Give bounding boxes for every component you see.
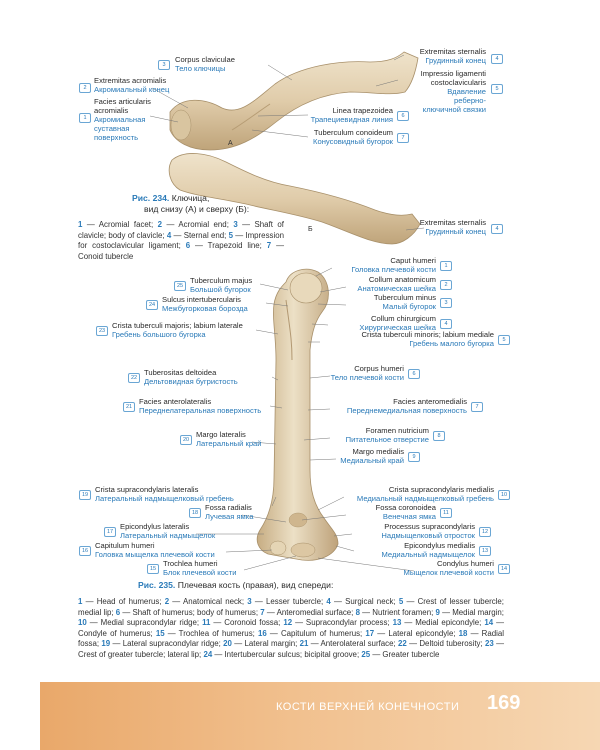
legend-text: — Supracondylar process; [292,618,393,628]
legend-number: 16 [257,628,267,638]
legend-text: — Lesser tubercle; [251,597,327,606]
legend-number: 3 [247,597,252,606]
caption-line: Ключица, [171,193,210,203]
latin-term: acromialis [94,106,129,115]
label-caput-humeri [351,256,436,274]
russian-term: Медиальный край [340,456,404,465]
russian-term: реберно- [453,96,486,105]
latin-term: Tuberculum minus [373,293,436,302]
section-title: КОСТИ ВЕРХНЕЙ КОНЕЧНОСТИ [276,701,460,713]
label-linea-trapezoidea [311,106,393,124]
label-trochlea-humeri [163,559,236,577]
legend-number: 18 [458,628,468,638]
russian-term: Питательное отверстие [345,435,429,444]
latin-term: Processus supracondylaris [384,522,475,531]
russian-term: Анатомическая шейка [357,284,436,293]
label-number: 1 [79,113,91,123]
latin-term: Crista tuberculi minoris; labium mediale [361,330,494,339]
label-number: 19 [79,490,91,500]
label-crista-tuberculi-minoris-labium-mediale [361,330,494,348]
latin-term: Facies articularis [94,97,151,106]
page-footer-band [40,682,600,750]
label-tuberculum-minus [374,293,436,311]
legend-text: — Conoid tubercle [78,241,284,261]
label-facies-anterolateralis [139,397,261,415]
figure-letter-a: А [228,140,233,147]
label-foramen-nutricium [346,426,429,444]
label-epicondylus-lateralis [120,522,215,540]
legend-number: 4 [326,597,331,606]
label-number: 5 [498,335,510,345]
russian-term: Конусовидный бугорок [313,137,393,146]
latin-term: Margo medialis [352,447,404,456]
legend-text: — Crest of lesser tubercle; medial lip; [78,597,504,617]
label-number: 15 [147,564,159,574]
legend-text: — Acromial end; [162,220,234,229]
legend-text: — Anterolateral surface; [308,639,399,649]
legend-number: 12 [283,618,293,628]
legend-text: — Shaft of humerus; body of humerus; [120,607,261,617]
latin-term: Crista supracondylaris lateralis [95,485,199,494]
figure-235-caption [138,580,333,591]
label-number: 20 [180,435,192,445]
label-tuberositas-deltoidea [144,368,238,386]
russian-term: Гребень малого бугорка [409,339,494,348]
latin-term: Capitulum humeri [95,541,155,550]
legend-number: 2 [157,220,163,229]
russian-term: суставная [94,124,130,133]
legend-text: — Greater tubercle [370,649,440,659]
figure-234-caption [132,193,249,214]
legend-number: 10 [78,618,87,628]
label-number: 16 [79,546,91,556]
label-processus-supracondylaris [381,522,475,540]
legend-number: 20 [223,639,232,649]
figure-number: Рис. 235. [138,580,176,590]
russian-term: Большой бугорок [190,285,251,294]
latin-term: Linea trapezoidea [332,106,393,115]
legend-text: — Medial margin; [439,607,504,617]
label-number: 8 [433,431,445,441]
russian-term: Малый бугорок [382,302,436,311]
legend-number: 14 [484,618,494,628]
label-extremitas-sternalis-bottom [420,218,486,236]
legend-number: 22 [398,639,407,649]
label-condylus-humeri [404,559,494,577]
legend-text: — Capitulum of humerus; [266,628,366,638]
latin-term: costoclavicularis [430,78,486,87]
latin-term: Extremitas acromialis [94,76,167,85]
legend-text: — Impression for costoclavicular ligament; [78,230,284,251]
label-number: 13 [479,546,491,556]
latin-term: Caput humeri [390,256,436,265]
russian-term: поверхность [94,133,139,142]
legend-text: — Lateral epicondyle; [374,628,459,638]
legend-number: 23 [485,639,494,649]
russian-term: Межбугорковая борозда [162,304,248,313]
legend-number: 7 [260,607,265,617]
legend-text: — Intertubercular sulcus; bicipital groove; [212,649,362,659]
acromial-facet-shape [171,110,191,140]
label-fossa-radialis [205,503,254,521]
russian-term: Вдавление [447,87,486,96]
label-facies-articularis [94,97,151,142]
russian-term: Лучевая ямка [205,512,254,521]
label-corpus-humeri [331,364,404,382]
russian-term: ключичной связки [422,105,486,114]
label-number: 10 [498,490,510,500]
legend-number: 2 [164,597,170,606]
legend-number: 25 [361,649,371,659]
latin-term: Margo lateralis [196,430,246,439]
figure-235-legend [78,597,504,661]
label-number: 4 [491,224,503,234]
legend-text: — Coronoid fossa; [210,618,284,628]
latin-term: Collum chirurgicum [371,314,436,323]
label-number: 18 [189,508,201,518]
legend-text: — Trapezoid line; [190,241,267,251]
russian-term: Гребень большого бугорка [112,330,206,339]
legend-number: 5 [398,597,404,606]
legend-number: 9 [435,607,440,617]
legend-number: 21 [299,639,309,649]
legend-text: — Acromial facet; [82,220,158,229]
label-number: 2 [79,83,91,93]
latin-term: Tuberculum majus [190,276,253,285]
trochlea-shape [291,543,315,557]
latin-term: Tuberculum conoideum [313,128,393,137]
label-epicondylus-medialis [382,541,475,559]
legend-text: — Sternal end; [171,230,229,240]
label-number: 24 [146,300,158,310]
latin-term: Corpus claviculae [175,55,235,64]
label-number: 7 [397,133,409,143]
figure-234-legend [78,220,284,262]
russian-term: Головка плечевой кости [351,265,436,274]
legend-text: — Head of humerus; [82,597,165,606]
latin-term: Condylus humeri [437,559,494,568]
label-collum-anatomicum [357,275,436,293]
latin-term: Crista supracondylaris medialis [388,485,494,494]
legend-text: — Deltoid tuberosity; [406,639,485,649]
label-fossa-coronoidea [376,503,436,521]
legend-number: 13 [392,618,402,628]
label-number: 5 [491,84,503,94]
label-tuberculum-conoideum [313,128,393,146]
label-number: 9 [408,452,420,462]
legend-text: — Radial fossa; [78,628,504,649]
coronoid-fossa-shape [289,513,307,527]
legend-text: — Anteromedial surface; [264,607,356,617]
latin-term: Epicondylus lateralis [120,522,190,531]
label-margo-medialis [340,447,404,465]
latin-term: Epicondylus medialis [404,541,475,550]
legend-number: 1 [78,220,83,229]
label-number: 6 [408,369,420,379]
russian-term: Хирургическая шейка [359,323,436,332]
russian-term: Грудинный конец [425,227,486,236]
russian-term: Трапециевидная линия [310,115,393,124]
label-crista-supracondylaris-medialis [357,485,494,503]
legend-text: — Shaft of clavicle; body of clavicle; [78,220,284,240]
humerus-head-shape [290,273,322,303]
legend-number: 5 [228,230,233,240]
latin-term: Foramen nutricium [365,426,429,435]
legend-number: 7 [266,241,272,251]
label-number: 12 [479,527,491,537]
latin-term: Sulcus intertubercularis [162,295,241,304]
capitulum-shape [270,541,286,555]
legend-text: — Surgical neck; [330,597,399,606]
russian-term: Акромиальная [94,115,146,124]
russian-term: Медиальный надмыщелок [381,550,475,559]
russian-term: Переднелатеральная поверхность [139,406,262,415]
legend-number: 8 [355,607,360,617]
label-number: 23 [96,326,108,336]
latin-term: Facies anteromedialis [393,397,467,406]
page-number: 169 [487,692,521,714]
legend-number: 24 [203,649,213,659]
label-facies-anteromedialis [347,397,467,415]
legend-number: 6 [185,241,191,251]
label-number: 4 [491,54,503,64]
label-number: 25 [174,281,186,291]
legend-text: — Lateral supracondylar ridge; [110,639,224,649]
legend-text: — Medial supracondylar ridge; [86,618,203,628]
label-extremitas-sternalis-top [420,47,486,65]
russian-term: Латеральный надмыщелковый гребень [95,494,234,503]
russian-term: Блок плечевой кости [163,568,237,577]
russian-term: Тело ключицы [175,64,226,73]
legend-text: — Nutrient foramen; [359,607,436,617]
russian-term: Тело плечевой кости [330,373,404,382]
figure-letter-b: Б [308,226,313,233]
russian-term: Мыщелок плечевой кости [403,568,494,577]
russian-term: Надмыщелковый отросток [381,531,475,540]
label-number: 3 [440,298,452,308]
label-impressio-ligamenti [421,69,486,114]
legend-number: 3 [233,220,238,229]
label-number: 22 [128,373,140,383]
label-crista-supracondylaris-lateralis [95,485,234,503]
latin-term: Fossa radialis [205,503,252,512]
legend-text: — Anatomical neck; [169,597,248,606]
caption-line: Плечевая кость (правая), вид спереди: [177,580,334,590]
legend-number: 17 [365,628,375,638]
label-number: 11 [440,508,452,518]
russian-term: Акромиальный конец [94,85,170,94]
label-crista-tuberculi-majoris-labium-laterale [112,321,243,339]
russian-term: Латеральный надмыщелок [120,531,216,540]
russian-term: Венечная ямка [382,512,436,521]
label-number: 3 [158,60,170,70]
legend-number: 1 [78,597,83,606]
label-number: 7 [471,402,483,412]
legend-text: — Crest of greater tubercle; lateral lip; [78,639,505,659]
legend-number: 11 [202,618,211,628]
russian-term: Грудинный конец [425,56,486,65]
russian-term: Головка мыщелка плечевой кости [95,550,215,559]
label-number: 17 [104,527,116,537]
label-margo-lateralis [196,430,262,448]
label-corpus-claviculae [175,55,235,73]
latin-term: Corpus humeri [354,364,404,373]
latin-term: Extremitas sternalis [419,218,486,227]
legend-number: 6 [115,607,121,617]
latin-term: Fossa coronoidea [375,503,436,512]
label-number: 4 [440,319,452,329]
russian-term: Медиальный надмыщелковый гребень [356,494,494,503]
caption-line: вид снизу (А) и сверху (Б): [144,203,250,214]
legend-text: — Medial epicondyle; [401,618,485,628]
label-tuberculum-majus [190,276,252,294]
latin-term: Crista tuberculi majoris; labium laterale [112,321,243,330]
latin-term: Tuberositas deltoidea [144,368,217,377]
figure-number: Рис. 234. [132,193,170,203]
legend-number: 15 [155,628,165,638]
legend-number: 19 [101,639,111,649]
label-extremitas-acromialis [94,76,169,94]
label-number: 6 [397,111,409,121]
legend-text: — Condyle of humerus; [78,618,504,638]
latin-term: Collum anatomicum [368,275,436,284]
label-number: 21 [123,402,135,412]
latin-term: Facies anterolateralis [139,397,212,406]
label-sulcus-intertubercularis [162,295,248,313]
label-number: 1 [440,261,452,271]
label-number: 2 [440,280,452,290]
russian-term: Латеральный край [196,439,262,448]
latin-term: Trochlea humeri [163,559,218,568]
russian-term: Переднемедиальная поверхность [346,406,467,415]
latin-term: Extremitas sternalis [419,47,486,56]
russian-term: Дельтовидная бугристость [144,377,238,386]
legend-number: 4 [166,230,172,240]
label-number: 14 [498,564,510,574]
label-capitulum-humeri [95,541,215,559]
legend-text: — Trochlea of humerus; [164,628,258,638]
latin-term: Impressio ligamenti [420,69,486,78]
legend-text: — Lateral margin; [231,639,300,649]
